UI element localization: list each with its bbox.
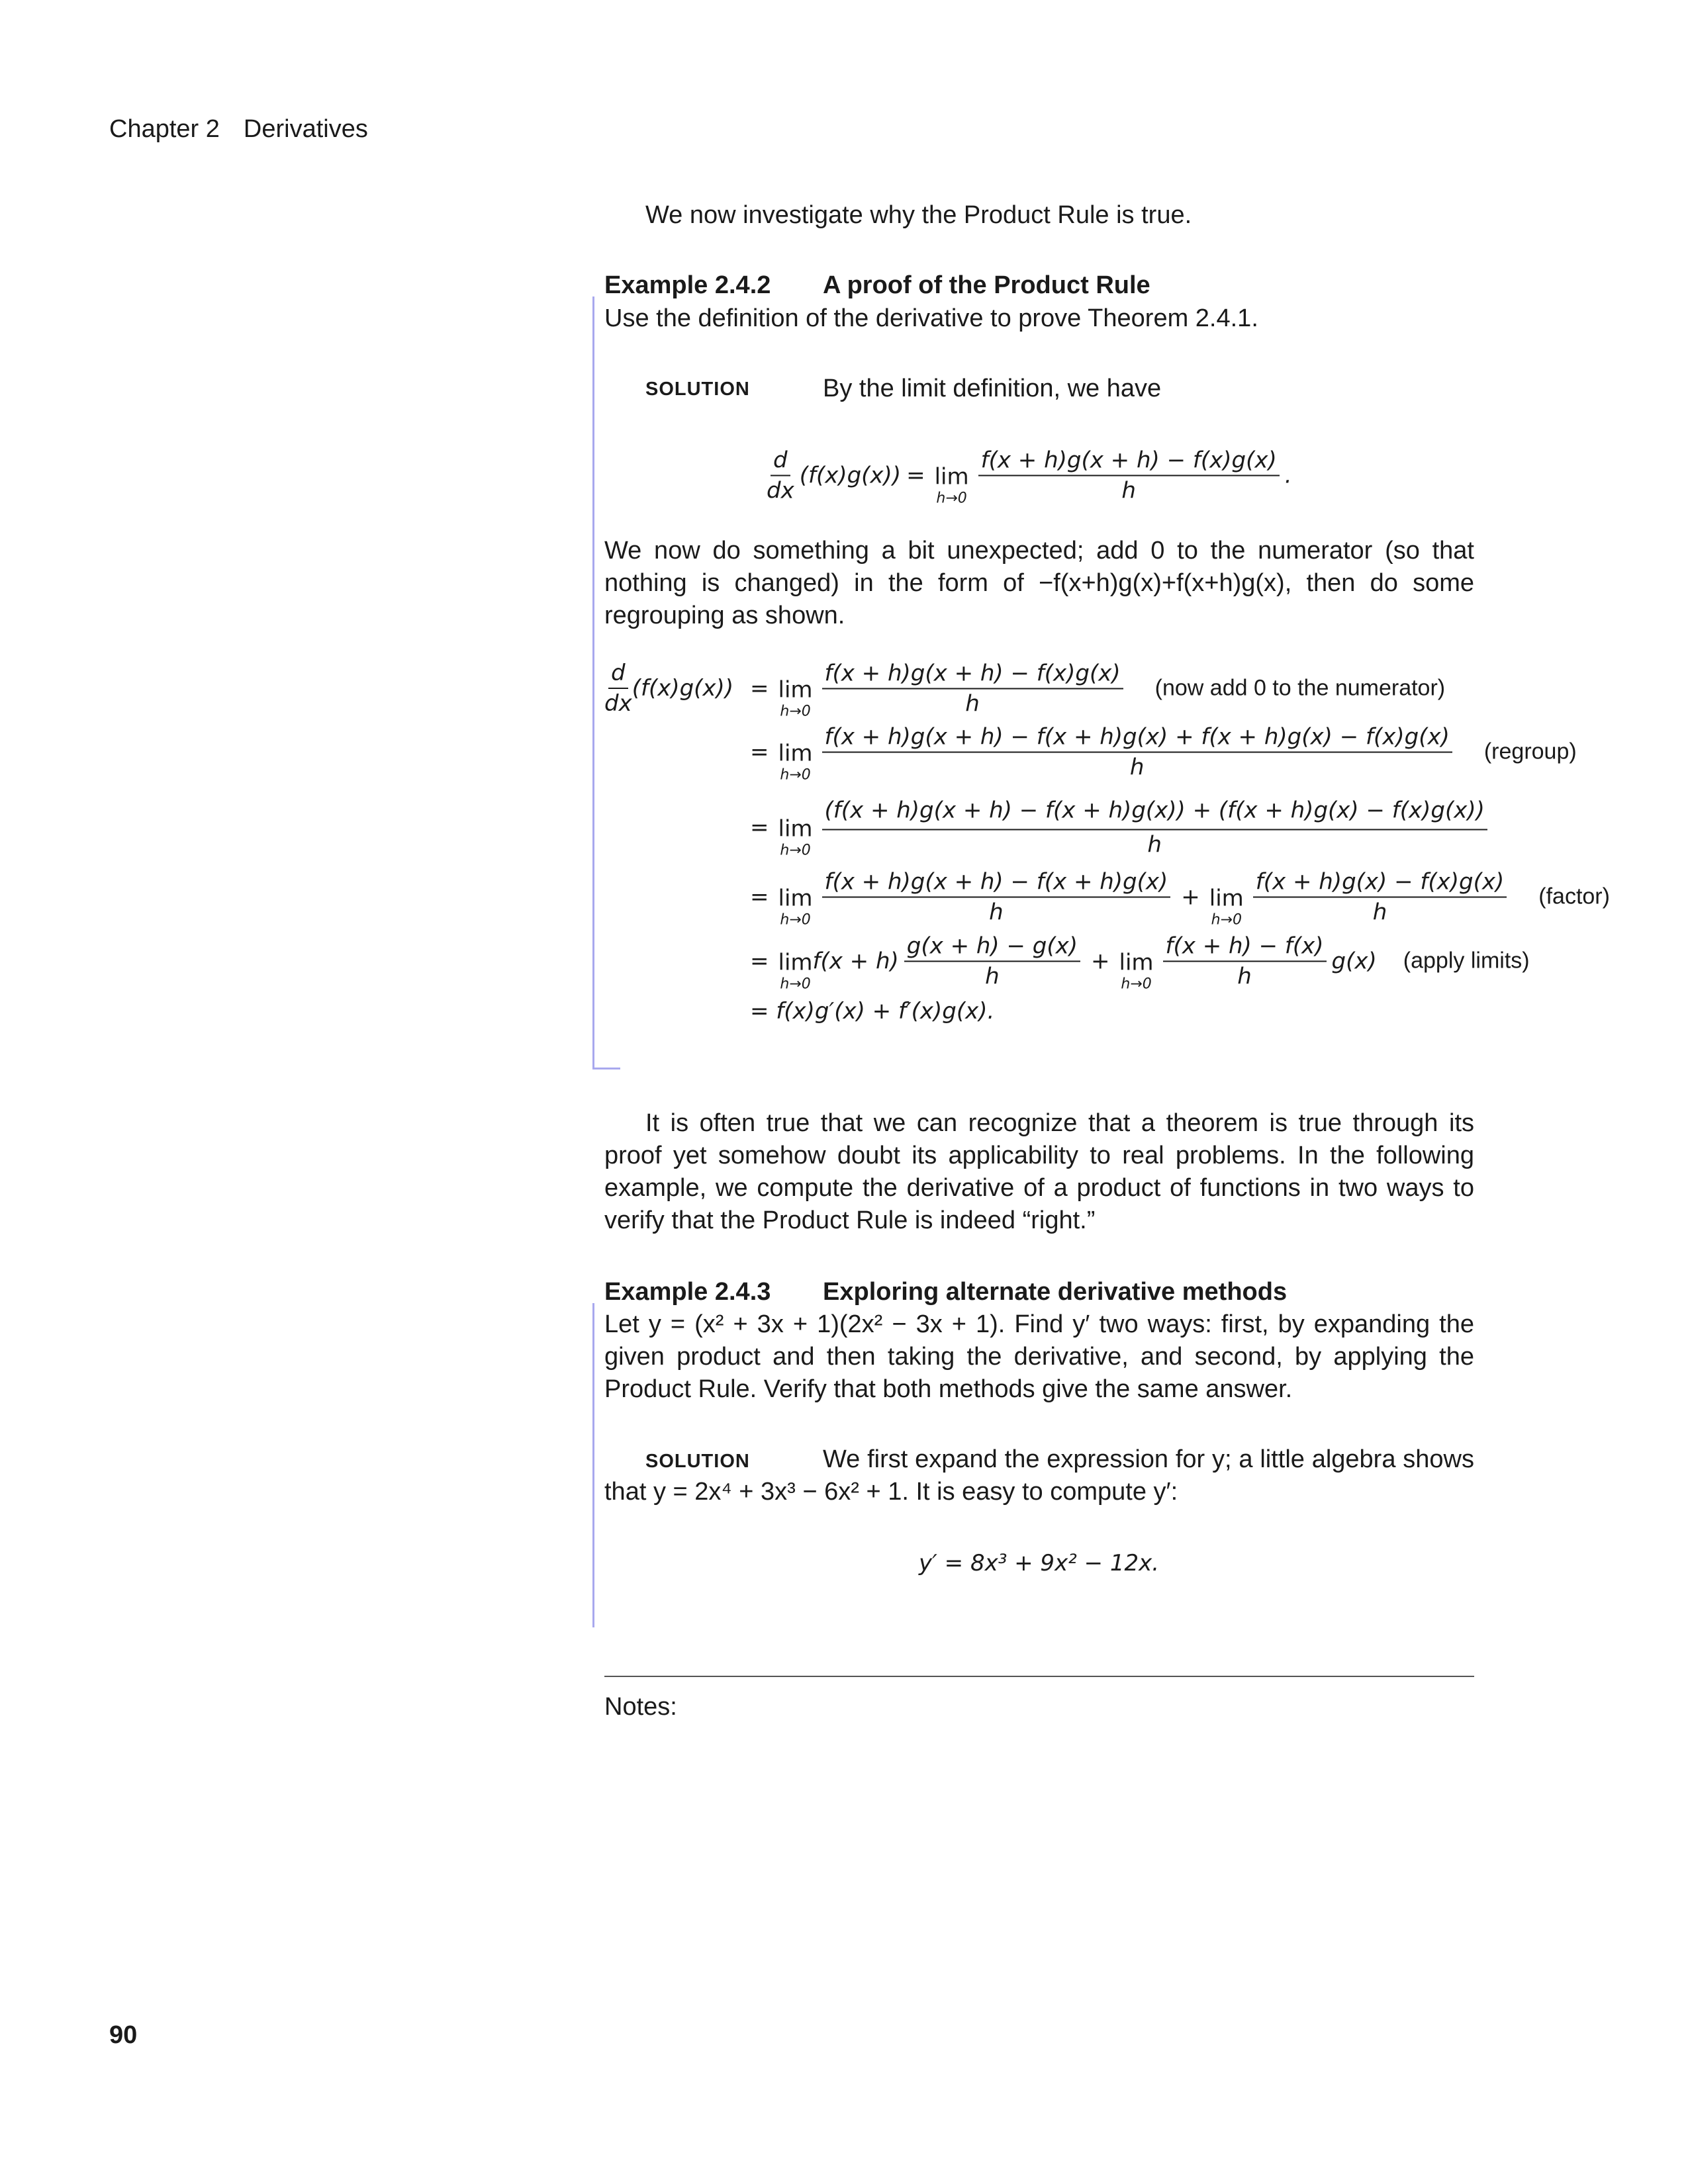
example-label: Example 2.4.3 bbox=[604, 1278, 771, 1306]
numerator: g(x + h) − g(x) bbox=[904, 933, 1080, 962]
example-sidebar-end bbox=[592, 1068, 620, 1069]
lim-sub: h→0 bbox=[1211, 911, 1242, 929]
numerator: f(x + h)g(x) − f(x)g(x) bbox=[1253, 868, 1507, 897]
factor: g(x) bbox=[1331, 948, 1377, 974]
period: . bbox=[1284, 462, 1292, 488]
denominator: h bbox=[1372, 899, 1387, 925]
notes-label: Notes: bbox=[604, 1693, 677, 1721]
solution-text: We first expand the expression for y; a little algebra shows that y = 2x⁴ + 3x³ − 6x² + 1. It is easy to compute y′: bbox=[604, 1445, 1474, 1506]
example-title: Exploring alternate derivative methods bbox=[823, 1278, 1288, 1306]
running-header bbox=[109, 113, 368, 146]
denominator: h bbox=[985, 963, 1000, 989]
example-sidebar bbox=[592, 296, 594, 1069]
dx: dx bbox=[604, 690, 632, 717]
dx: dx bbox=[767, 477, 794, 504]
annotation: (factor) bbox=[1538, 884, 1610, 909]
annotation: (now add 0 to the numerator) bbox=[1154, 675, 1446, 701]
lim-sub: h→0 bbox=[936, 490, 967, 507]
lim-sub: h→0 bbox=[780, 703, 811, 720]
lim: lim bbox=[778, 676, 813, 704]
denominator: h bbox=[1129, 754, 1145, 780]
page-number: 90 bbox=[109, 2021, 138, 2049]
d: d bbox=[608, 660, 628, 689]
example-title: A proof of the Product Rule bbox=[823, 271, 1150, 299]
solution-label: SOLUTION bbox=[645, 379, 750, 400]
solution-label: SOLUTION bbox=[645, 1451, 750, 1472]
lim: lim bbox=[778, 885, 813, 912]
example-statement: Use the definition of the derivative to prove Theorem 2.4.1. bbox=[604, 304, 1258, 332]
denominator: h bbox=[989, 899, 1004, 925]
lhs: (f(x)g(x)) bbox=[799, 462, 902, 488]
example-label: Example 2.4.2 bbox=[604, 271, 771, 299]
numerator: f(x + h)g(x + h) − f(x)g(x) bbox=[978, 447, 1280, 476]
d: d bbox=[771, 447, 790, 476]
lim-sub: h→0 bbox=[780, 842, 811, 859]
derivation-row: = lim h→0 $\frac{f(x + h)g(x + h) - f(x + h)g(x) + f(x + h)g(x) - f(x)g(x)}{h}$ (regroup) bbox=[750, 723, 1577, 784]
lim: lim bbox=[778, 740, 813, 767]
numerator: f(x + h)g(x + h) − f(x + h)g(x) bbox=[822, 868, 1171, 897]
derivation-row: = lim h→0 f(x + h) $\frac{g(x + h) - g(x)}{h}$ + lim h→0 $\frac{f(x + h) - f(x)}{h}$ g(x) (apply limits) bbox=[750, 933, 1530, 993]
chapter-number: Chapter 2 bbox=[109, 115, 220, 143]
lim: lim bbox=[1119, 949, 1154, 976]
lim-sub: h→0 bbox=[1121, 976, 1152, 993]
lim: lim bbox=[1209, 885, 1244, 912]
notes-divider bbox=[604, 1676, 1474, 1677]
lim: lim bbox=[778, 949, 813, 976]
lim-sub: h→0 bbox=[780, 976, 811, 993]
derivation-row: = lim h→0 $\frac{f(x + h)g(x + h) - f(x)g(x)}{h}$ (now add 0 to the numerator) bbox=[750, 660, 1446, 720]
lim: lim bbox=[778, 815, 813, 842]
paragraph: It is often true that we can recognize that a theorem is true through its proof yet somehow doubt its applicability to real problems. In the following example, we compute the derivative of a product of functions in two ways to verify that the Product Rule is indeed “right.” bbox=[604, 1109, 1474, 1234]
denominator: h bbox=[1147, 831, 1162, 858]
annotation: (apply limits) bbox=[1403, 948, 1530, 974]
lhs: (f(x)g(x)) bbox=[632, 675, 734, 702]
chapter-title: Derivatives bbox=[243, 115, 368, 143]
denominator: h bbox=[965, 690, 980, 717]
example-statement: Let y = (x² + 3x + 1)(2x² − 3x + 1). Find y′ two ways: first, by expanding the given product and then taking the derivative, and second, by applying the Product Rule. Verify that both methods give the same answer. bbox=[604, 1310, 1474, 1403]
plus: + bbox=[1181, 884, 1200, 910]
explanation-paragraph: We now do something a bit unexpected; add 0 to the numerator (so that nothing is changed) in the form of −f(x+h)g(x)+f(x+h)g(x), then do some regrouping as shown. bbox=[604, 537, 1474, 629]
equals: = bbox=[906, 462, 925, 488]
display-equation-2: y′ = 8x³ + 9x² − 12x. bbox=[919, 1550, 1160, 1576]
numerator: (f(x + h)g(x + h) − f(x + h)g(x)) + (f(x + h)g(x) − f(x)g(x)) bbox=[822, 797, 1487, 830]
numerator: f(x + h)g(x + h) − f(x + h)g(x) + f(x + h)g(x) − f(x)g(x) bbox=[822, 723, 1452, 752]
denominator: h bbox=[1121, 477, 1136, 504]
example-sidebar bbox=[592, 1303, 594, 1627]
derivation-result: = f(x)g′(x) + f′(x)g(x). bbox=[750, 998, 995, 1024]
derivation-lhs bbox=[604, 660, 733, 717]
lim: lim bbox=[934, 463, 969, 490]
solution-text: By the limit definition, we have bbox=[823, 375, 1162, 402]
intro-text: We now investigate why the Product Rule is true. bbox=[645, 201, 1192, 229]
denominator: h bbox=[1237, 963, 1252, 989]
derivation-row: = lim h→0 (f(x + h)g(x + h) − f(x + h)g(x)) + (f(x + h)g(x) − f(x)g(x)) h bbox=[745, 796, 1493, 859]
annotation: (regroup) bbox=[1483, 739, 1577, 764]
display-equation-1 bbox=[761, 444, 1292, 507]
lim-sub: h→0 bbox=[780, 766, 811, 784]
numerator: f(x + h)g(x + h) − f(x)g(x) bbox=[822, 660, 1123, 689]
numerator: f(x + h) − f(x) bbox=[1163, 933, 1327, 962]
lim-sub: h→0 bbox=[780, 911, 811, 929]
plus: + bbox=[1091, 948, 1110, 974]
derivation-row: = lim h→0 $\frac{f(x + h)g(x + h) - f(x + h)g(x)}{h}$ + lim h→0 $\frac{f(x + h)g(x) - f(x)g(x)}{h}$ (factor) bbox=[750, 868, 1610, 929]
factor: f(x + h) bbox=[812, 948, 899, 974]
